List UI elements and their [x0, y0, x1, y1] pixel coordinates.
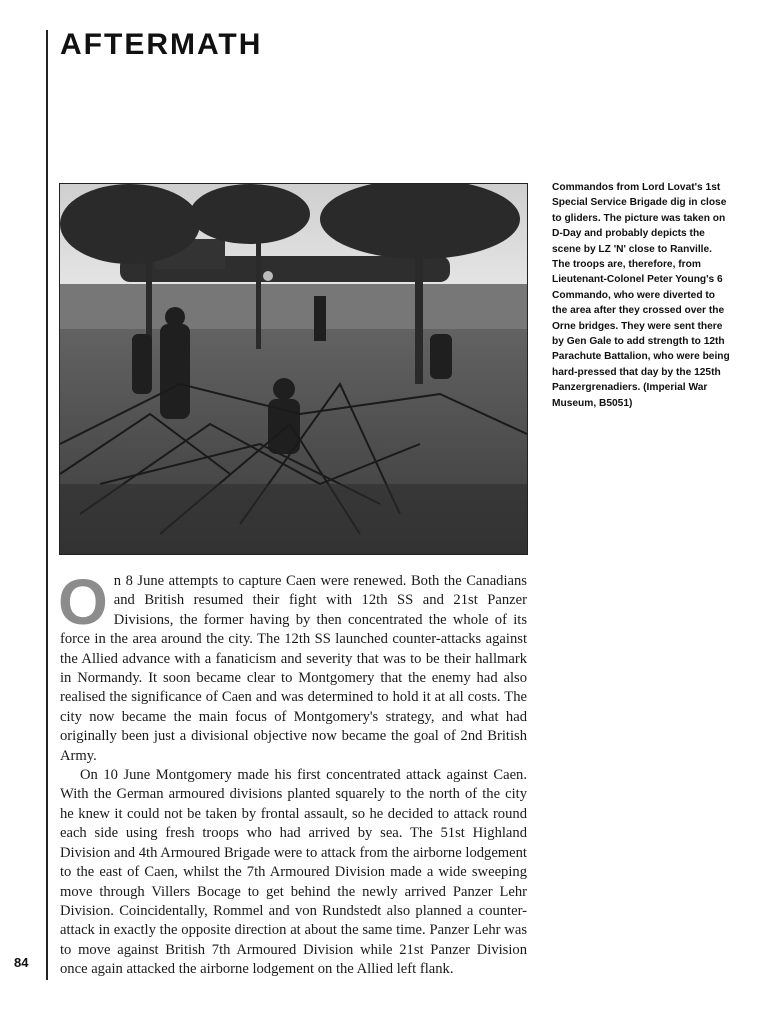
page-title: AFTERMATH [60, 28, 263, 61]
paragraph-2: On 10 June Montgomery made his first concentrated attack against Caen. With the German armoured divisions planted squarely to the north of the city he knew it could not be taken by frontal assault, so he decided to attack round each side using fresh troops who had arrived by sea. The 51st Highland Division and 4th Armoured Brigade were to attack from the airborne lodgement to the east of Caen, whilst the 7th Armoured Division made a wide sweeping move through Villers Bocage to get behind the newly arrived Panzer Lehr Division. Coincidentally, Rommel and von Rundstedt also planned a counter-attack in exactly the opposite direction at about the same time. Panzer Lehr was to move against British 7th Armoured Division while 21st Panzer Division once again attacked the airborne lodgement on the Allied left flank. [60, 767, 527, 978]
hedgerow [60, 284, 527, 329]
archive-photo [59, 183, 528, 555]
paragraph-1-text: n 8 June attempts to capture Caen were renewed. Both the Canadians and British resumed their fight with 12th SS and 21st Panzer Divisions, the former having by then concentrated the whole of its force in the area around the city. The 12th SS launched counter-attacks against the Allied advance with a fanaticism and severity that was to be their hallmark in Normandy. It soon became clear to Montgomery that the enemy had also realised the significance of Caen and was determined to hold it at all costs. The city now became the main focus of Montgomery's strategy, and what had originally been just a divisional objective now became the goal of 2nd British Army. [60, 573, 527, 764]
page-number: 84 [14, 955, 29, 970]
photo-caption: Commandos from Lord Lovat's 1st Special Service Brigade dig in close to gliders. The picture was taken on D-Day and probably depicts the scene by LZ 'N' close to Ranville. The troops are, therefore, from Lieutenant-Colonel Peter Young's 6 Commando, who were diverted to the area after they crossed over the Orne bridges. They were sent there by Gen Gale to add strength to 12th Parachute Battalion, who were being hard-pressed that day by the 125th Panzergrenadiers. (Imperial War Museum, B5051) [552, 182, 730, 409]
foreground-shadow [60, 484, 527, 554]
paragraph-1 [58, 566, 527, 766]
photo-illustration [60, 184, 527, 554]
drop-cap: O [58, 566, 108, 638]
article-body [58, 566, 527, 980]
margin-rule [46, 30, 48, 980]
